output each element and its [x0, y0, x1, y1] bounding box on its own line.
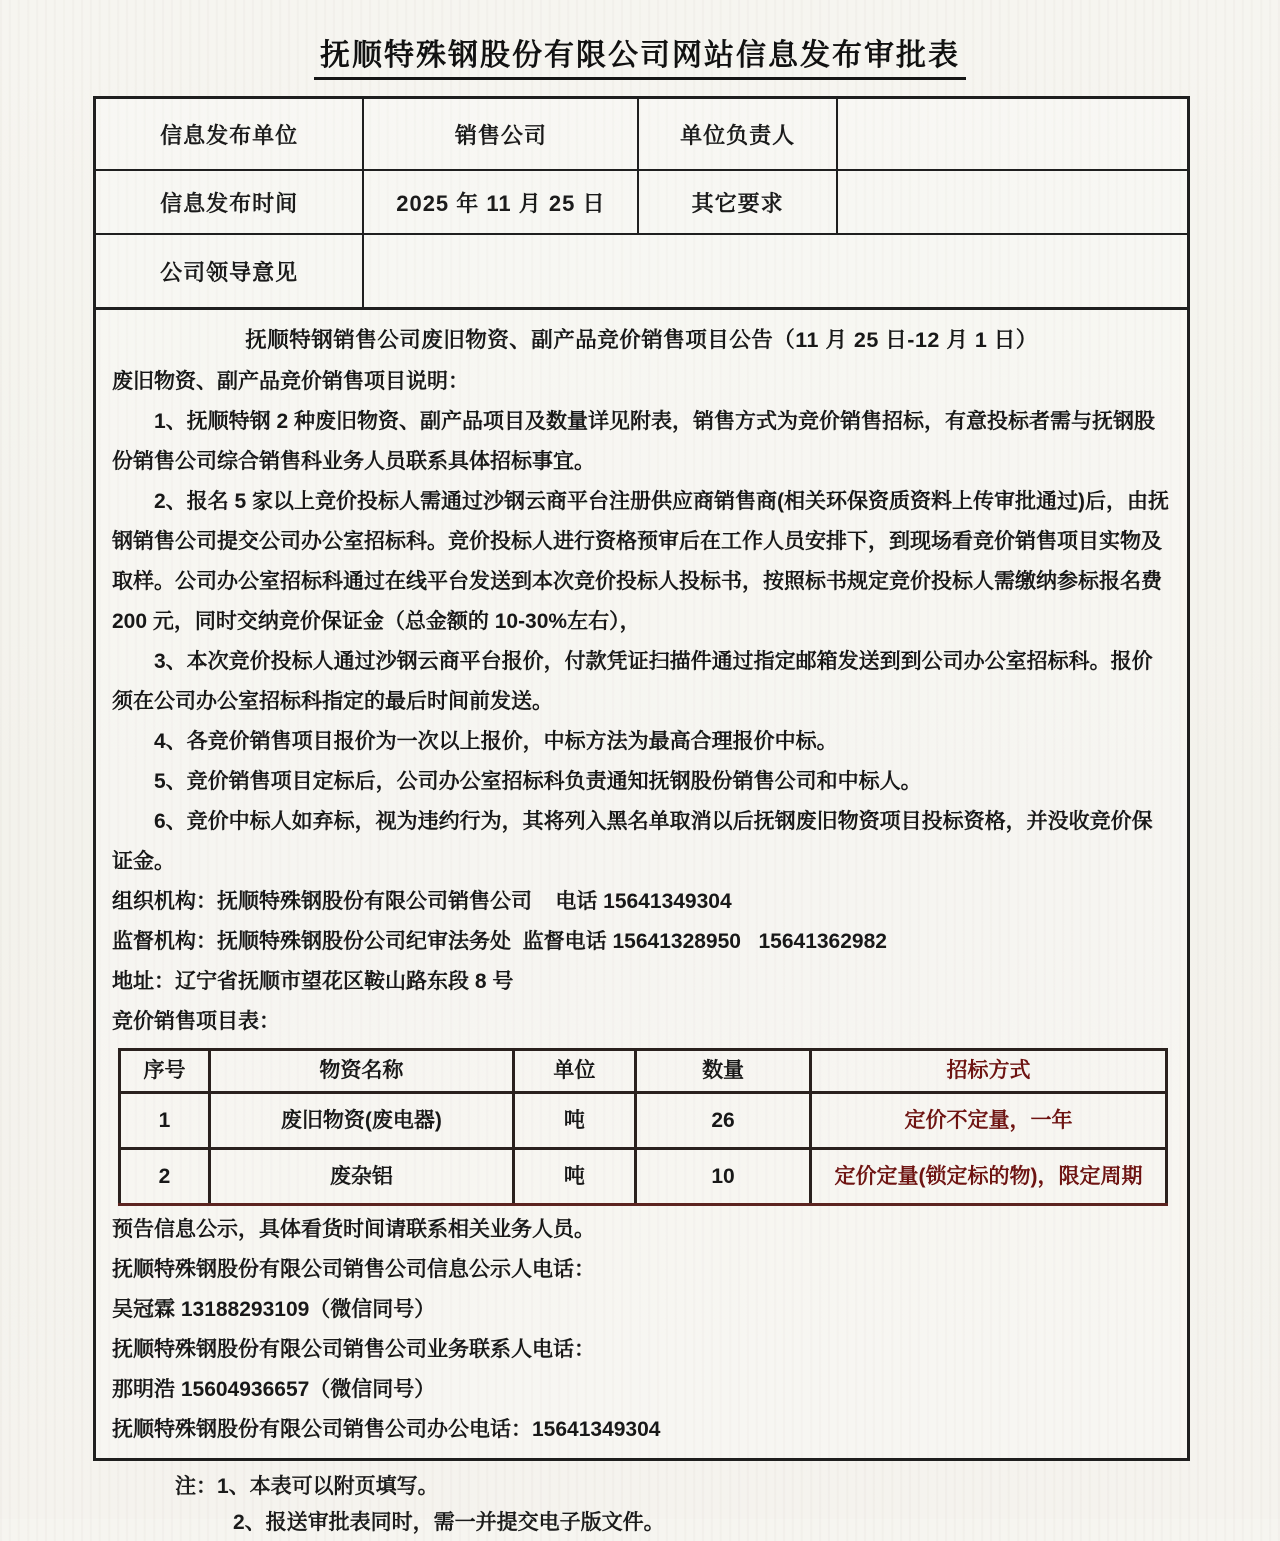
label-other-requirements: 其它要求	[639, 171, 838, 235]
value-unit-head	[838, 99, 1187, 171]
label-leader-opinion: 公司领导意见	[96, 235, 364, 307]
announcement-paragraph-5: 5、竞价销售项目定标后，公司办公室招标科负责通知抚钢股份销售公司和中标人。	[154, 770, 922, 793]
table-row	[120, 1149, 1167, 1205]
cell-material-name: 废杂铝	[210, 1149, 514, 1205]
announcement-intro: 废旧物资、副产品竞价销售项目说明：	[112, 370, 469, 393]
header-bid-method: 招标方式	[810, 1050, 1166, 1093]
label-publish-time: 信息发布时间	[96, 171, 364, 235]
cell-unit: 吨	[513, 1149, 635, 1205]
value-publish-time: 2025 年 11 月 25 日	[364, 171, 639, 235]
cell-bid-method: 定价定量(锁定标的物)，限定周期	[810, 1149, 1166, 1205]
footnote-2: 2、报送审批表同时，需一并提交电子版文件。	[233, 1511, 665, 1534]
announcement-paragraph-3: 3、本次竞价投标人通过沙钢云商平台报价，付款凭证扫描件通过指定邮箱发送到到公司办公室招标科。报价须在公司办公室招标科指定的最后时间前发送。	[112, 650, 1153, 713]
value-publish-unit: 销售公司	[364, 99, 639, 171]
business-contact-person: 那明浩 15604936657（微信同号）	[112, 1378, 436, 1401]
cell-quantity: 10	[636, 1149, 811, 1205]
announcement-paragraph-1: 1、抚顺特钢 2 种废旧物资、副产品项目及数量详见附表，销售方式为竞价销售招标，有意投标者需与抚钢股份销售公司综合销售科业务人员联系具体招标事宜。	[112, 410, 1156, 473]
cell-no: 1	[120, 1093, 210, 1149]
supervisor-line: 监督机构：抚顺特殊钢股份公司纪审法务处 监督电话 15641328950 15641362982	[112, 930, 887, 953]
announcement-heading: 抚顺特钢销售公司废旧物资、副产品竞价销售项目公告（11 月 25 日-12 月 1 日）	[245, 328, 1038, 352]
cell-bid-method: 定价不定量，一年	[810, 1093, 1166, 1149]
value-leader-opinion	[364, 235, 1187, 307]
items-table-caption: 竞价销售项目表：	[112, 1010, 280, 1033]
header-material-name: 物资名称	[210, 1050, 514, 1093]
notice-line: 预告信息公示，具体看货时间请联系相关业务人员。	[112, 1218, 595, 1241]
header-no: 序号	[120, 1050, 210, 1093]
organizer-line: 组织机构：抚顺特殊钢股份有限公司销售公司 电话 15641349304	[112, 890, 732, 913]
cell-quantity: 26	[636, 1093, 811, 1149]
cell-unit: 吨	[513, 1093, 635, 1149]
publicity-contact-person: 吴冠霖 13188293109（微信同号）	[112, 1298, 436, 1321]
table-row	[120, 1093, 1167, 1149]
label-unit-head: 单位负责人	[639, 99, 838, 171]
address-line: 地址：辽宁省抚顺市望花区鞍山路东段 8 号	[112, 970, 514, 993]
cell-no: 2	[120, 1149, 210, 1205]
announcement-cell	[96, 310, 1187, 1458]
header-unit: 单位	[513, 1050, 635, 1093]
info-table	[96, 99, 1187, 310]
business-contact-label: 抚顺特殊钢股份有限公司销售公司业务联系人电话：	[112, 1338, 595, 1361]
header-quantity: 数量	[636, 1050, 811, 1093]
announcement-paragraph-4: 4、各竞价销售项目报价为一次以上报价，中标方法为最高合理报价中标。	[154, 730, 838, 753]
footnote-1: 注：1、本表可以附页填写。	[175, 1475, 439, 1498]
approval-form-border	[93, 96, 1190, 1461]
announcement-paragraph-2: 2、报名 5 家以上竞价投标人需通过沙钢云商平台注册供应商销售商(相关环保资质资料上传审批通过)后，由抚钢销售公司提交公司办公室招标科。竞价投标人进行资格预审后在工作人员安排下，到现场看竞价销售项目实物及取样。公司办公室招标科通过在线平台发送到本次竞价投标人投标书，按照标书规定竞价投标人需缴纳参标报名费 200 元，同时交纳竞价保证金（总金额的 10-30%左右），	[112, 490, 1170, 633]
publicity-contact-label: 抚顺特殊钢股份有限公司销售公司信息公示人电话：	[112, 1258, 595, 1281]
announcement-paragraph-6: 6、竞价中标人如弃标，视为违约行为，其将列入黑名单取消以后抚钢废旧物资项目投标资格，并没收竞价保证金。	[112, 810, 1153, 873]
items-table-header-row	[120, 1050, 1167, 1093]
footnotes	[175, 1469, 1280, 1541]
office-phone-line: 抚顺特殊钢股份有限公司销售公司办公电话：15641349304	[112, 1418, 661, 1441]
label-publish-unit: 信息发布单位	[96, 99, 364, 171]
page-title: 抚顺特殊钢股份有限公司网站信息发布审批表	[314, 30, 966, 80]
cell-material-name: 废旧物资(废电器)	[210, 1093, 514, 1149]
document-title-row	[0, 30, 1280, 80]
bidding-items-table	[118, 1048, 1168, 1206]
value-other-requirements	[838, 171, 1187, 235]
